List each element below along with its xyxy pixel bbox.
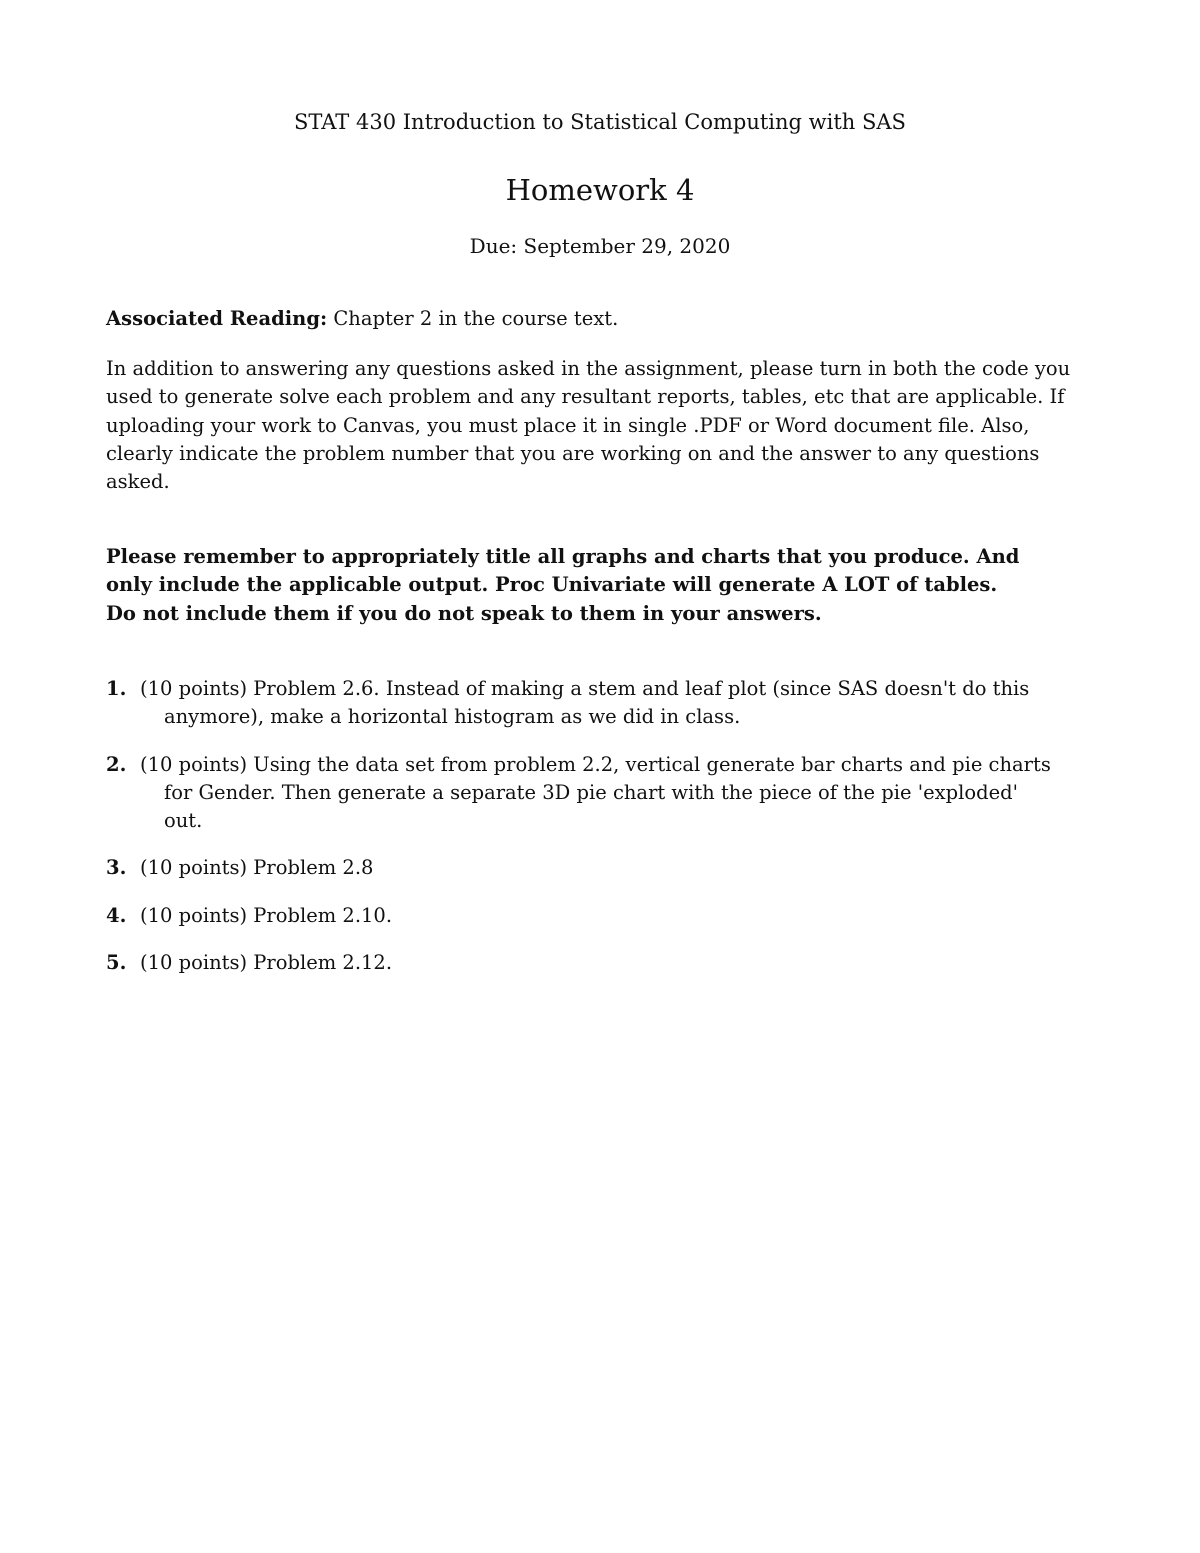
problem-item bbox=[106, 854, 1058, 882]
problem-list bbox=[106, 675, 1058, 996]
problem-text-line: (10 points) Problem 2.12. bbox=[140, 951, 393, 975]
instructions-paragraph bbox=[106, 355, 1071, 496]
problem-number: 3. bbox=[106, 856, 127, 880]
problem-text-line: anymore), make a horizontal histogram as we did in class. bbox=[164, 705, 741, 729]
problem-item bbox=[106, 675, 1058, 732]
notice-line: Do not include them if you do not speak to them in your answers. bbox=[106, 601, 822, 625]
due-date: Due: September 29, 2020 bbox=[469, 234, 731, 258]
instructions-line: In addition to answering any questions asked in the assignment, please turn in both the code you bbox=[106, 357, 1071, 380]
problem-text-line: (10 points) Problem 2.6. Instead of making a stem and leaf plot (since SAS doesn't do this bbox=[140, 677, 1030, 700]
associated-reading-label: Associated Reading: bbox=[106, 307, 328, 330]
problem-item bbox=[106, 751, 1058, 836]
problem-text-line: (10 points) Using the data set from problem 2.2, vertical generate bar charts and pie charts bbox=[140, 752, 1051, 776]
problem-text-line: for Gender. Then generate a separate 3D pie chart with the piece of the pie 'exploded' bbox=[164, 780, 1018, 804]
problem-number: 2. bbox=[106, 752, 127, 776]
instructions-line: asked. bbox=[106, 470, 170, 494]
problem-text-line: (10 points) Problem 2.8 bbox=[140, 856, 374, 880]
associated-reading bbox=[106, 305, 1058, 333]
notice-line: Please remember to appropriately title all graphs and charts that you produce. And bbox=[106, 545, 1020, 568]
problem-number: 1. bbox=[106, 677, 127, 700]
problem-number: 5. bbox=[106, 951, 127, 975]
notice-paragraph bbox=[106, 543, 1058, 628]
problem-number: 4. bbox=[106, 903, 127, 927]
homework-title: Homework 4 bbox=[505, 173, 695, 207]
problem-item bbox=[106, 902, 1058, 930]
problem-text-line: (10 points) Problem 2.10. bbox=[140, 903, 393, 927]
problem-item bbox=[106, 949, 1058, 977]
associated-reading-text: Chapter 2 in the course text. bbox=[333, 307, 619, 330]
instructions-line: clearly indicate the problem number that you are working on and the answer to any questions bbox=[106, 441, 1040, 465]
instructions-line: used to generate solve each problem and any resultant reports, tables, etc that are applicable. If bbox=[106, 385, 1065, 409]
problem-text-line: out. bbox=[164, 809, 203, 833]
instructions-line: uploading your work to Canvas, you must place it in single .PDF or Word document file. Also, bbox=[106, 413, 1030, 437]
notice-line: only include the applicable output. Proc Univariate will generate A LOT of tables. bbox=[106, 573, 998, 597]
course-title: STAT 430 Introduction to Statistical Computing with SAS bbox=[294, 110, 906, 134]
